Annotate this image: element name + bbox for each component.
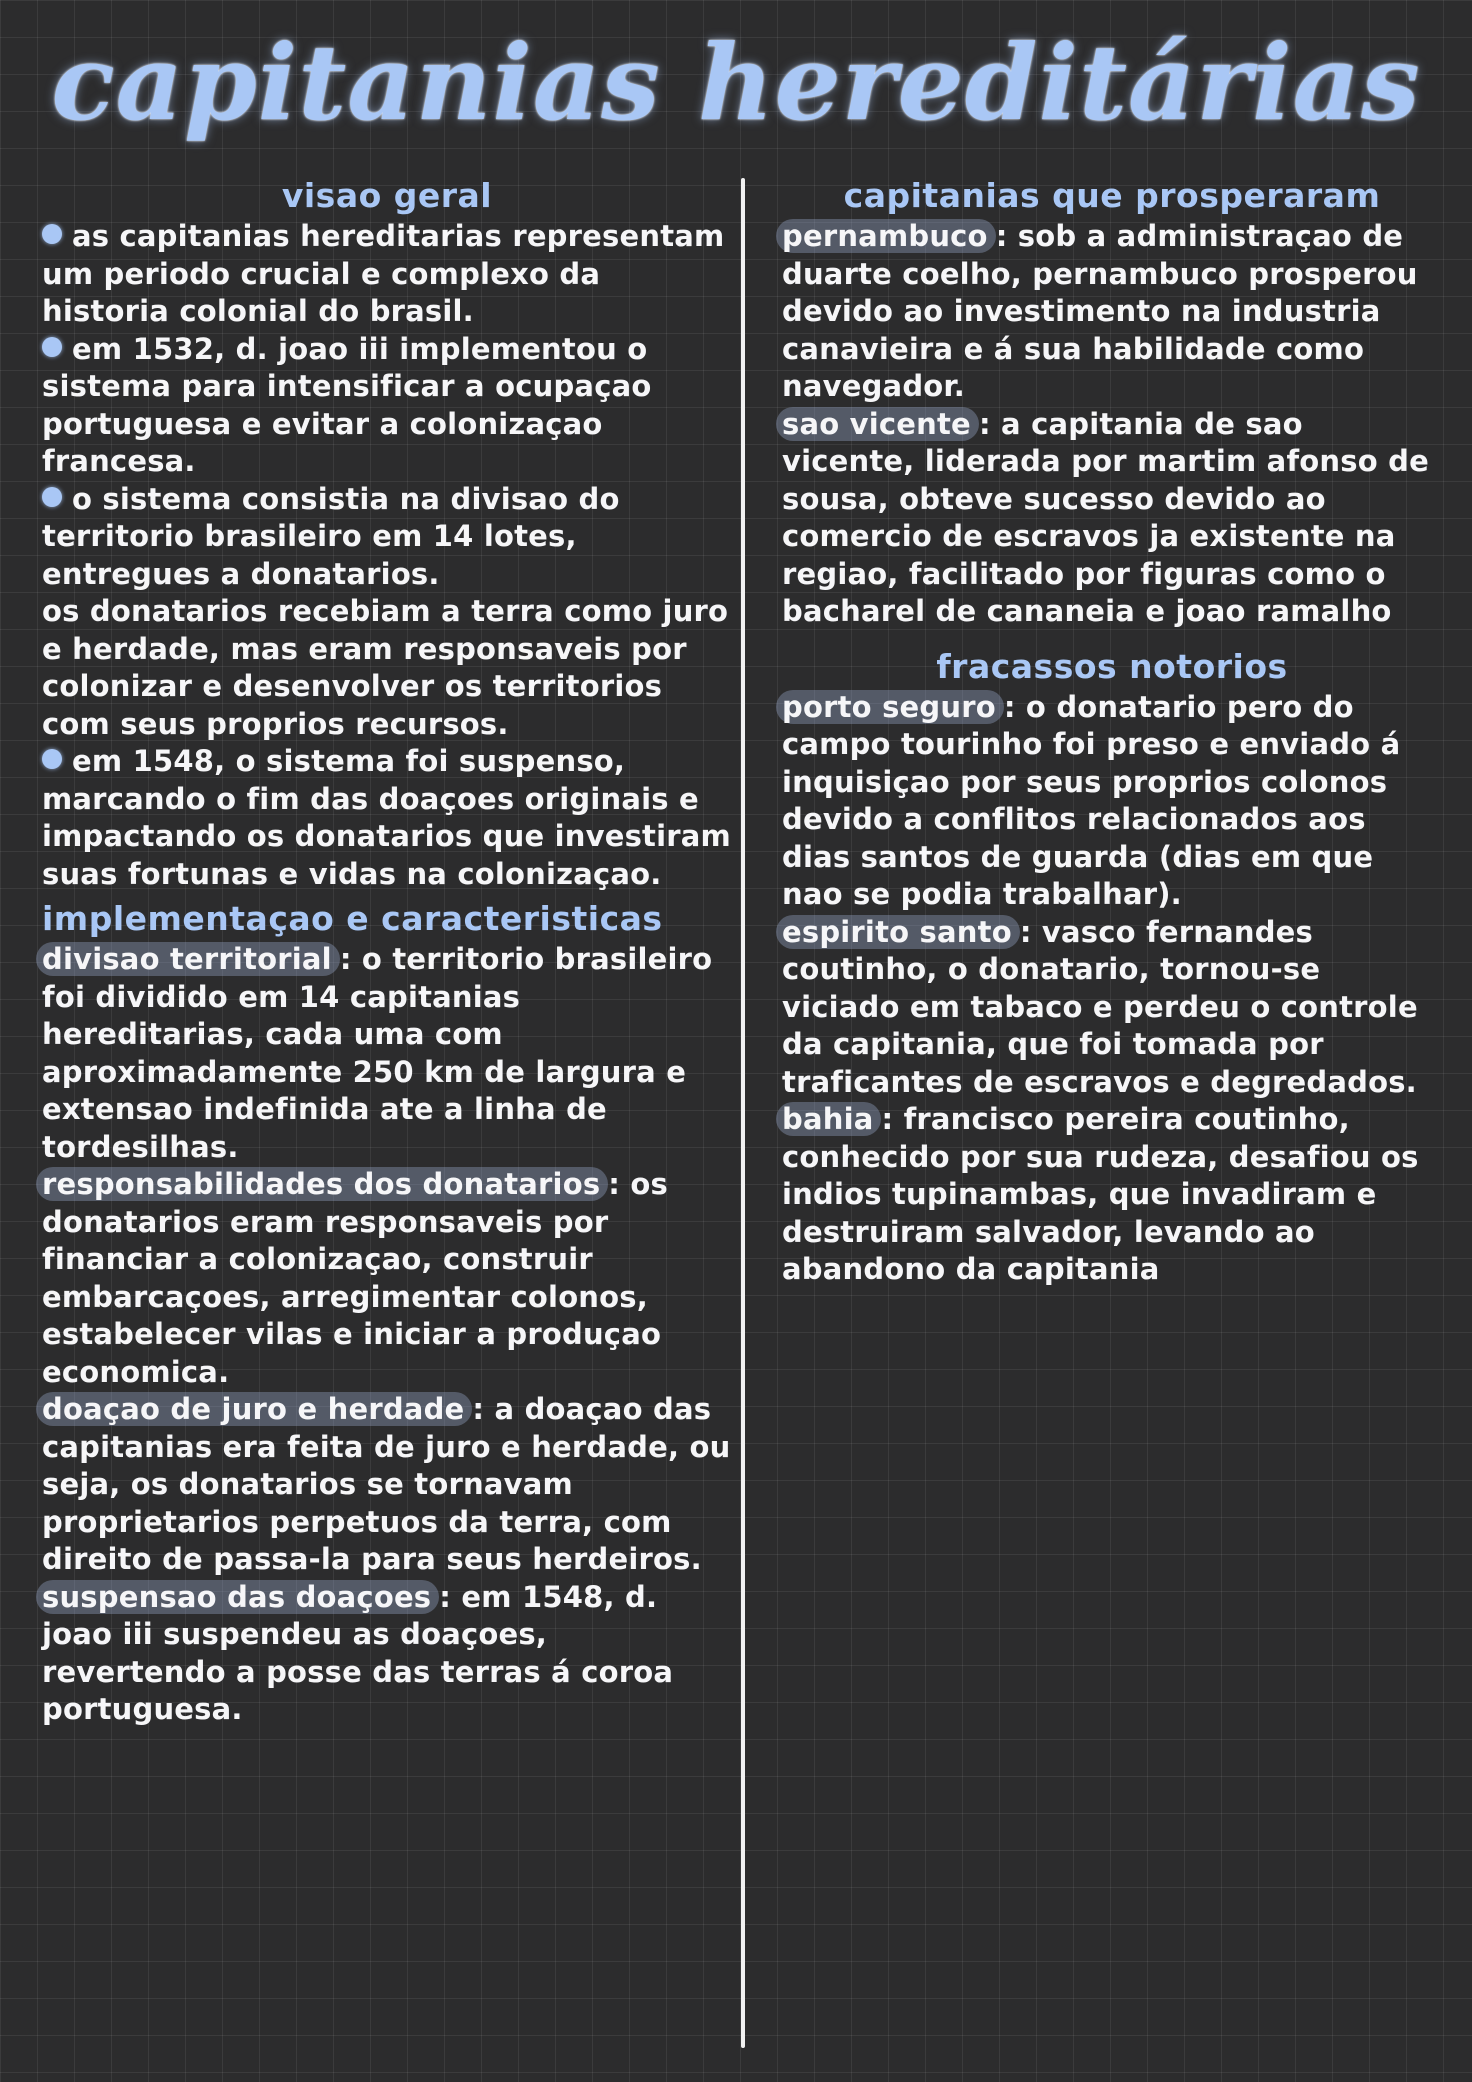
highlighted-term: pernambuco: [776, 219, 996, 253]
bullet-dot-icon: [42, 487, 62, 507]
section-heading-fracassos: fracassos notorios: [936, 646, 1288, 686]
section-heading-implementacao: implementaçao e caracteristicas: [42, 899, 663, 938]
highlighted-term: espirito santo: [776, 915, 1020, 949]
characteristic-item: responsabilidades dos donatarios : os donatarios eram responsaveis por financiar a colonizaçao, construir embarcaçoes, arregimentar colonos, estabelecer vilas e iniciar a produçao economica.: [42, 1166, 732, 1391]
highlighted-term: divisao territorial: [36, 942, 340, 976]
highlighted-term: suspensao das doaçoes: [36, 1580, 439, 1614]
highlighted-term: sao vicente: [776, 407, 979, 441]
characteristics-list: [42, 941, 732, 1729]
highlighted-term: porto seguro: [776, 690, 1004, 724]
failure-item: bahia : francisco pereira coutinho, conhecido por sua rudeza, desafiou os indios tupinambas, que invadiram e destruiram salvador, levando ao abandono da capitania: [782, 1101, 1442, 1289]
left-column: [42, 170, 732, 1729]
overview-paragraph: os donatarios recebiam a terra como juro e herdade, mas eram responsaveis por colonizar e desenvolver os territorios com seus proprios recursos.: [42, 594, 729, 741]
overview-bullet-4: em 1548, o sistema foi suspenso, marcando o fim das doaçoes originais e impactando os donatarios que investiram suas fortunas e vidas na colonizaçao.: [42, 744, 731, 891]
highlighted-term: doaçao de juro e herdade: [36, 1392, 472, 1426]
highlighted-term: responsabilidades dos donatarios: [36, 1167, 608, 1201]
right-column: [782, 170, 1442, 1289]
characteristic-item: doaçao de juro e herdade : a doaçao das capitanias era feita de juro e herdade, ou seja, os donatarios se tornavam proprietarios perpetuos da terra, com direito de passa-la para seus herdeiros.: [42, 1391, 732, 1579]
prosper-item: sao vicente : a capitania de sao vicente, liderada por martim afonso de sousa, obteve sucesso devido ao comercio de escravos ja existente na regiao, facilitado por figuras como o bacharel de cananeia e joao ramalho: [782, 406, 1442, 631]
failures-list: [782, 689, 1442, 1289]
column-divider: [741, 178, 745, 2048]
prosper-list: [782, 218, 1442, 631]
section-heading-visao-geral: visao geral: [281, 176, 493, 215]
failure-item: porto seguro : o donatario pero do campo tourinho foi preso e enviado á inquisiçao por seus proprios colonos devido a conflitos relacionados aos dias santos de guarda (dias em que nao se podia trabalhar).: [782, 689, 1442, 914]
characteristic-item: suspensao das doaçoes : em 1548, d. joao iii suspendeu as doaçoes, revertendo a posse das terras á coroa portuguesa.: [42, 1579, 732, 1729]
bullet-dot-icon: [42, 224, 62, 244]
highlighted-term: bahia: [776, 1102, 881, 1136]
prosper-item: pernambuco : sob a administraçao de duarte coelho, pernambuco prosperou devido ao investimento na industria canavieira e á sua habilidade como navegador.: [782, 218, 1442, 406]
overview-bullet-3: o sistema consistia na divisao do territorio brasileiro em 14 lotes, entregues a donatarios.: [42, 481, 620, 591]
characteristic-item: divisao territorial : o territorio brasileiro foi dividido em 14 capitanias hereditarias, cada uma com aproximadamente 250 km de largura e extensao indefinida ate a linha de tordesilhas.: [42, 941, 732, 1166]
bullet-dot-icon: [42, 749, 62, 769]
page-title: capitanias hereditárias: [51, 21, 1421, 144]
overview-list: [42, 218, 732, 893]
failure-item: espirito santo : vasco fernandes coutinho, o donatario, tornou-se viciado em tabaco e perdeu o controle da capitania, que foi tomada por traficantes de escravos e degredados.: [782, 914, 1442, 1102]
overview-bullet-1: as capitanias hereditarias representam um periodo crucial e complexo da historia colonial do brasil.: [42, 219, 725, 328]
bullet-dot-icon: [42, 337, 62, 357]
overview-bullet-2: em 1532, d. joao iii implementou o sistema para intensificar a ocupaçao portuguesa e evitar a colonizaçao francesa.: [42, 331, 652, 478]
section-heading-prosperaram: capitanias que prosperaram: [843, 176, 1381, 215]
